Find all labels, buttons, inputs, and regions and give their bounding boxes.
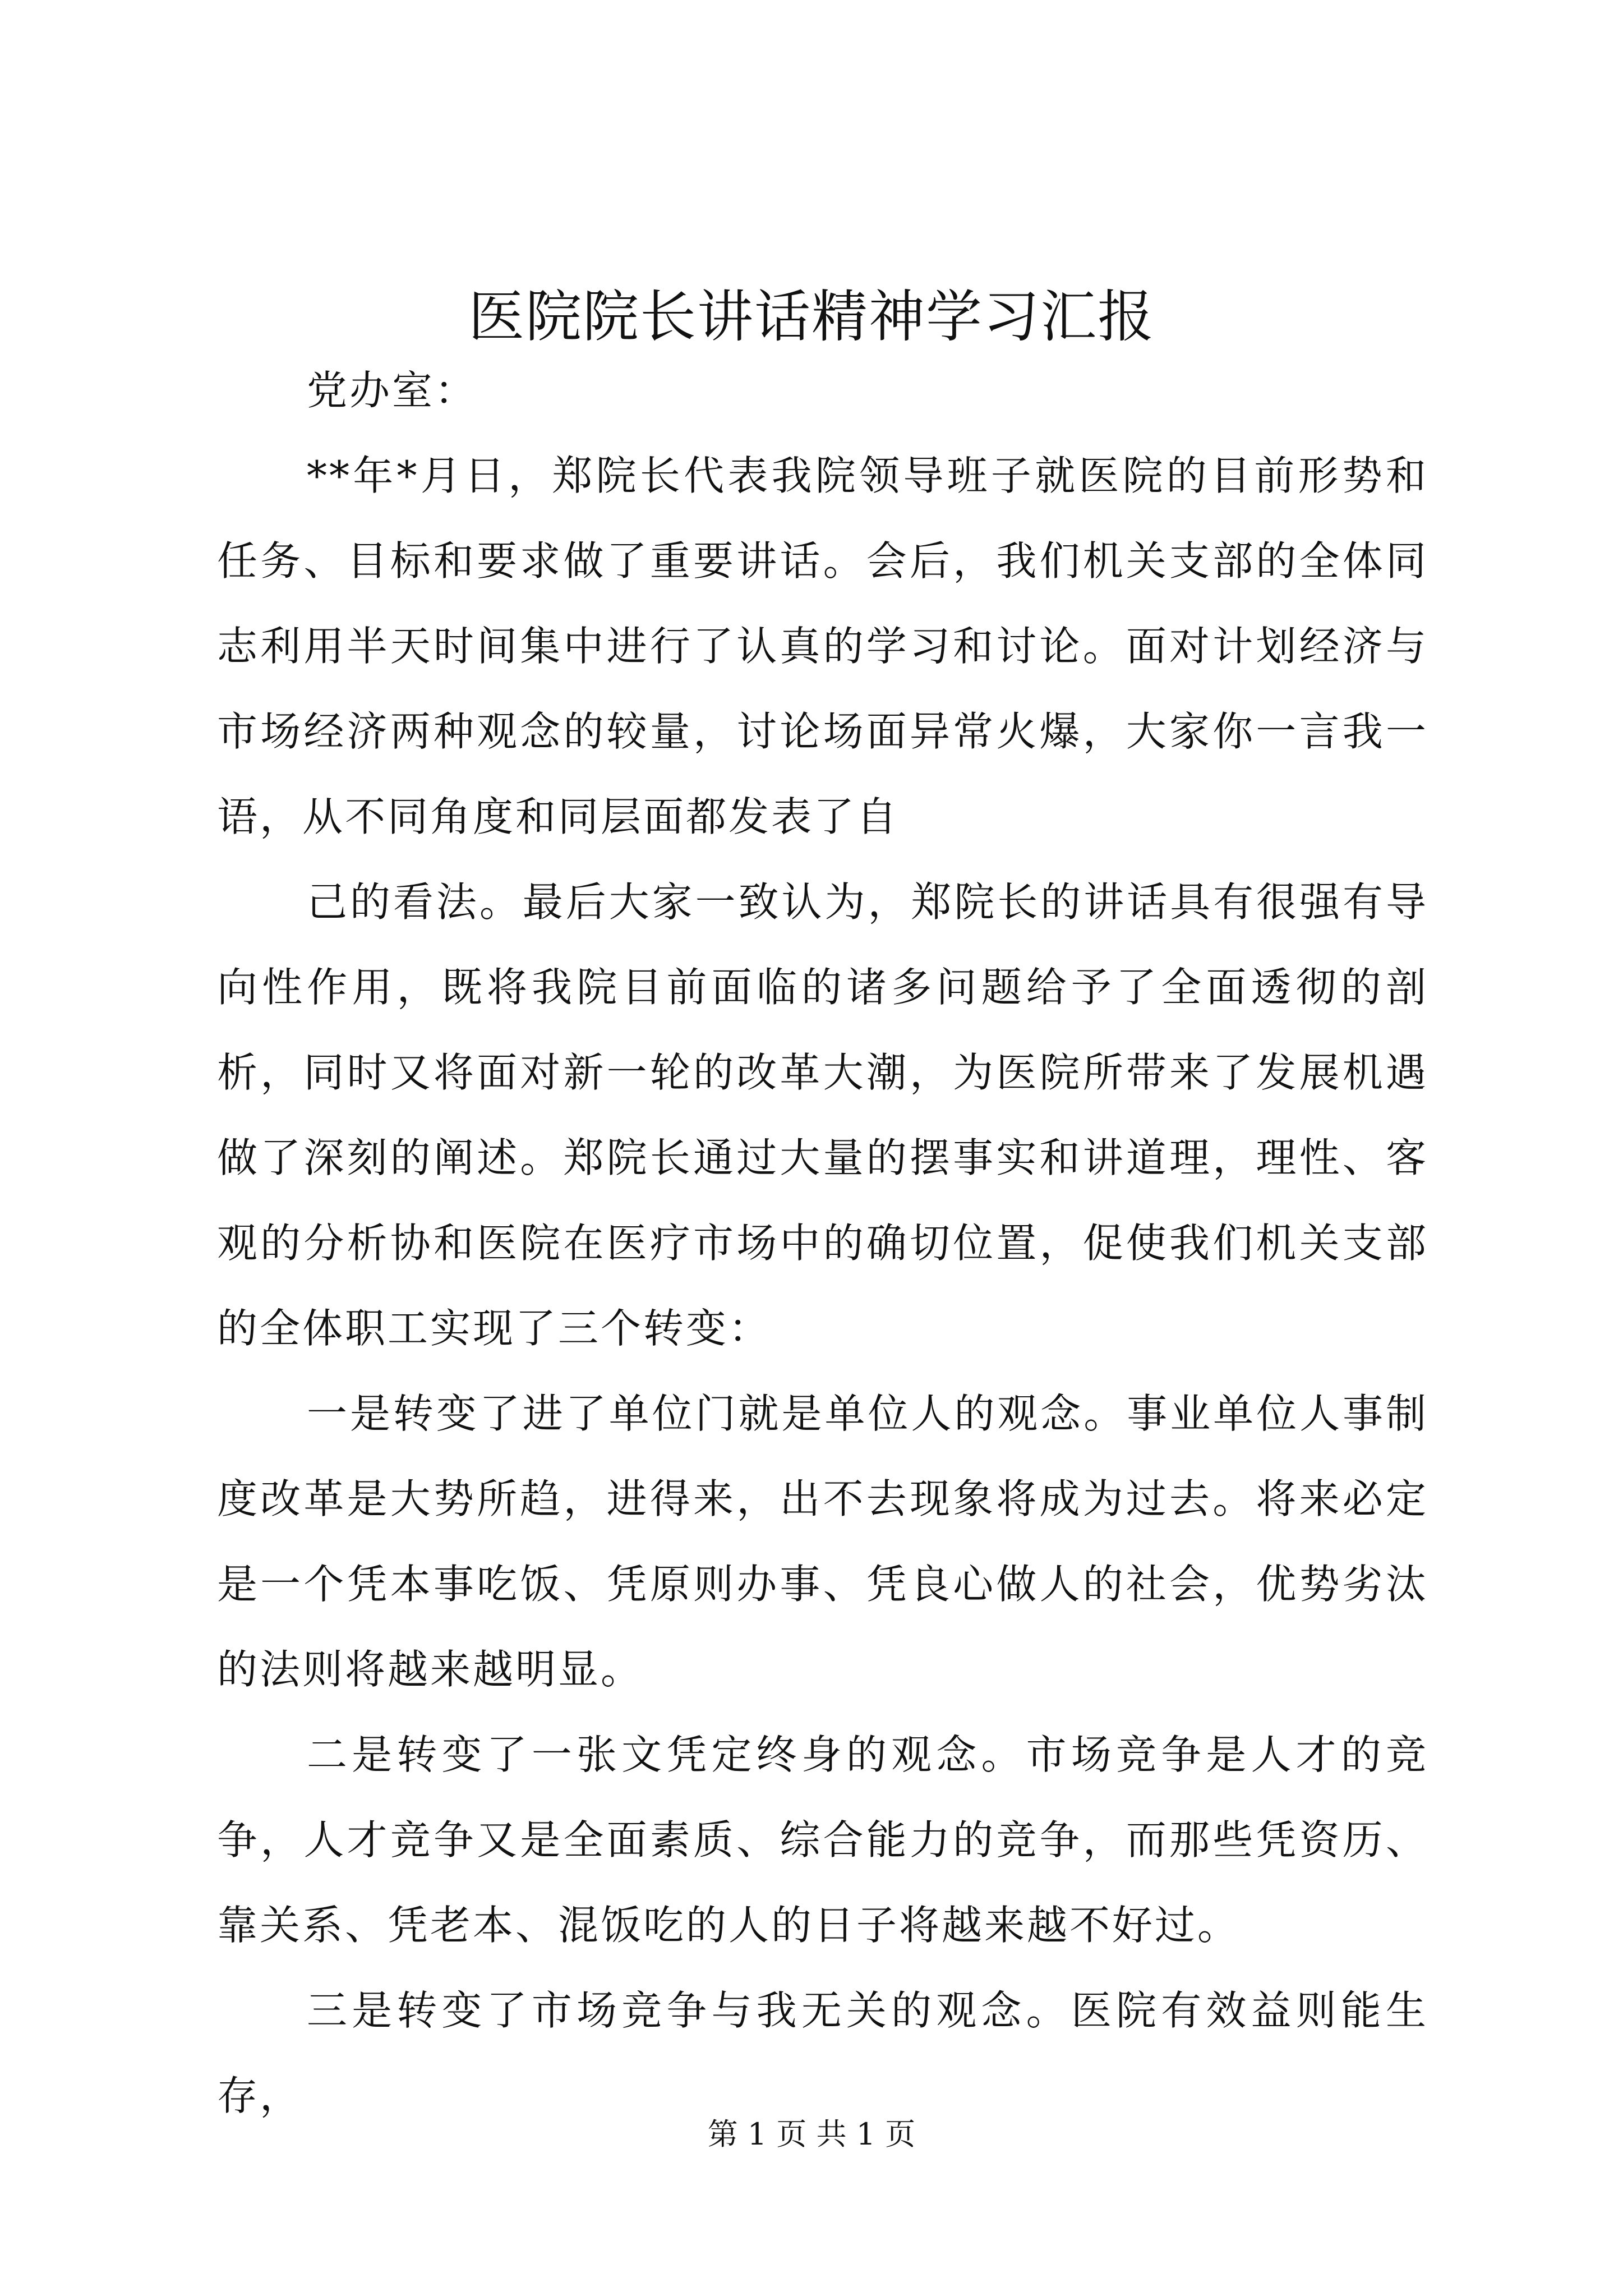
- page-footer: 第 1 页 共 1 页: [707, 2116, 916, 2152]
- document-title: 医院院长讲话精神学习汇报: [468, 284, 1155, 349]
- paragraph-salutation: 党办室：: [307, 367, 478, 414]
- paragraph-1: **年*月日，郑院长代表我院领导班子就医院的目前形势和任务、目标和要求做了重要讲话。会后，我们机关支部的全体同志利用半天时间集中进行了认真的学习和讨论。面对计划经济与市场经济两种观念的较量，讨论场面异常火爆，大家你一言我一语，从不同角度和同层面都发表了自: [217, 452, 1428, 840]
- paragraph-2: 己的看法。最后大家一致认为，郑院长的讲话具有很强有导向性作用，既将我院目前面临的诸多问题给予了全面透彻的剖析，同时又将面对新一轮的改革大潮，为医院所带来了发展机遇做了深刻的阐述。郑院长通过大量的摆事实和讲道理，理性、客观的分析协和医院在医疗市场中的确切位置，促使我们机关支部的全体职工实现了三个转变：: [217, 878, 1428, 1352]
- paragraph-4: 二是转变了一张文凭定终身的观念。市场竞争是人才的竞争，人才竞争又是全面素质、综合能力的竞争，而那些凭资历、靠关系、凭老本、混饭吃的人的日子将越来越不好过。: [217, 1731, 1428, 1949]
- paragraph-3: 一是转变了进了单位门就是单位人的观念。事业单位人事制度改革是大势所趋，进得来，出不去现象将成为过去。将来必定是一个凭本事吃饭、凭原则办事、凭良心做人的社会，优势劣汰的法则将越来越明显。: [217, 1390, 1428, 1693]
- document-body: [217, 348, 1428, 2138]
- paragraph-5: 三是转变了市场竞争与我无关的观念。医院有效益则能生存，: [217, 1987, 1428, 2119]
